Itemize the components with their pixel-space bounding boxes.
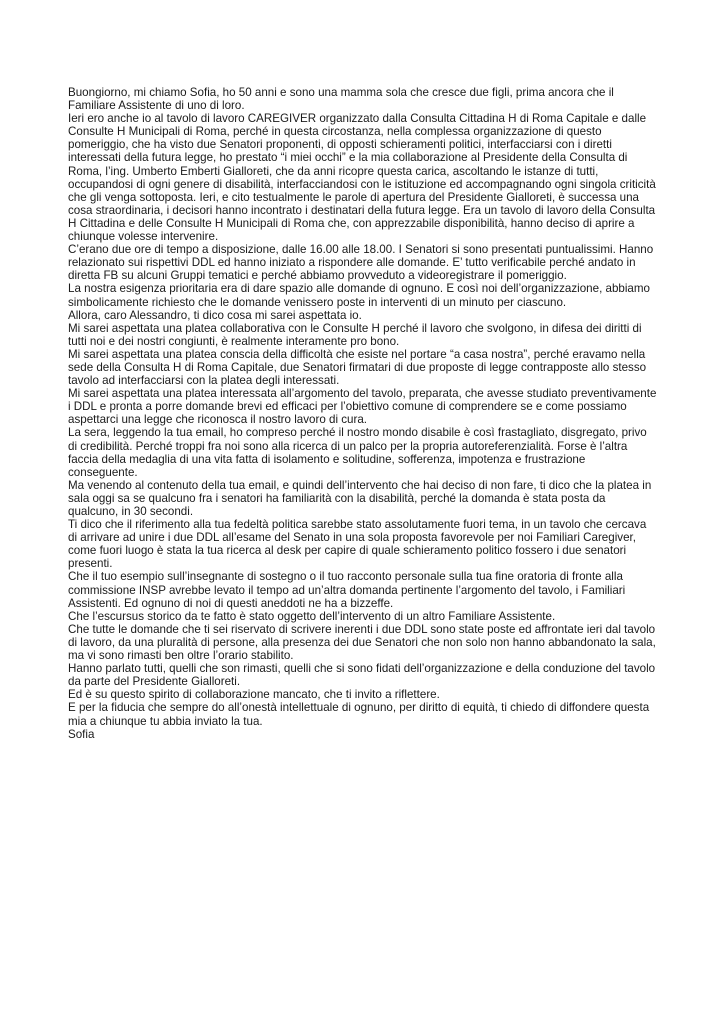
paragraph: C’erano due ore di tempo a disposizione, dalle 16.00 alle 18.00. I Senatori si sono presentati puntualissimi. Hanno relazionato sui rispettivi DDL ed hanno iniziato a rispondere alle domande. E’ tutto verificabile perché andato in diretta FB su alcuni Gruppi tematici e perché abbiamo provveduto a videoregistrare il pomeriggio. [68,243,654,283]
paragraph: La nostra esigenza prioritaria era di dare spazio alle domande di ognuno. E così noi dell’organizzazione, abbiamo simbolicamente richiesto che le domande venissero poste in interventi di un minuto per ciascuno. [68,282,650,309]
paragraph: Ieri ero anche io al tavolo di lavoro CAREGIVER organizzato dalla Consulta Cittadina H di Roma Capitale e dalle Consulte H Municipali di Roma, perché in questa circostanza, nella complessa organizzazione di questo pomeriggio, che ha visto due Senatori proponenti, di opposti schieramenti politici, interfacciarsi con i diretti interessati della futura legge, ho prestato “i miei occhi” e la mia collaborazione al Presidente della Consulta di Roma, l’ing. Umberto Emberti Gialloreti, che da anni ricopre questa carica, ascoltando le istanze di tutti, occupandosi di ogni genere di disabilità, interfacciandosi con le istituzione ed accompagnando ogni singola criticità che gli venga sottoposta. Ieri, e cito testualmente le parole di apertura del Presidente Gialloreti, è successa una cosa straordinaria, i decisori hanno incontrato i destinatari della futura legge. Era un tavolo di lavoro della Consulta H Cittadina e delle Consulte H Municipali di Roma che, con apprezzabile disponibilità, hanno deciso di aprire a chiunque volesse intervenire. [68,112,656,244]
signature: Sofia [68,727,95,741]
paragraph: Che l’escursus storico da te fatto è stato oggetto dell’intervento di un altro Familiare Assistente. [68,609,556,623]
paragraph: Ed è su questo spirito di collaborazione mancato, che ti invito a riflettere. [68,688,440,702]
letter-body [68,86,658,741]
paragraph: Mi sarei aspettata una platea conscia della difficoltà che esiste nel portare “a casa nostra”, perché eravamo nella sede della Consulta H di Roma Capitale, due Senatori firmatari di due proposte di legge contrapposte allo stesso tavolo ad interfacciarsi con la platea degli interessati. [68,347,647,388]
paragraph: E per la fiducia che sempre do all’onestà intellettuale di ognuno, per diritto di equità, ti chiedo di diffondere questa mia a chiunque tu abbia inviato la tua. [68,701,650,728]
paragraph: Allora, caro Alessandro, ti dico cosa mi sarei aspettata io. [68,308,362,322]
paragraph: Buongiorno, mi chiamo Sofia, ho 50 anni e sono una mamma sola che cresce due figli, prima ancora che il Familiare Assistente di uno di loro. [68,86,614,113]
paragraph: Che tutte le domande che ti sei riservato di scrivere inerenti i due DDL sono state poste ed affrontate ieri dal tavolo di lavoro, da una pluralità di persone, alla presenza dei due Senatori che non solo non hanno abbandonato la sala, ma vi sono rimasti ben oltre l’orario stabilito. [68,622,656,663]
paragraph: Mi sarei aspettata una platea collaborativa con le Consulte H perché il lavoro che svolgono, in difesa dei diritti di tutti noi e dei nostri congiunti, è realmente interamente pro bono. [68,321,642,348]
paragraph: Mi sarei aspettata una platea interessata all’argomento del tavolo, preparata, che avesse studiato preventivamente i DDL e pronta a porre domande brevi ed efficaci per l’obiettivo comune di comprendere se e come possiamo aspettarci una legge che riconosca il nostro lavoro di cura. [68,387,657,427]
paragraph: Hanno parlato tutti, quelli che son rimasti, quelli che si sono fidati dell’organizzazione e della conduzione del tavolo da parte del Presidente Gialloreti. [68,662,656,689]
paragraph: Ti dico che il riferimento alla tua fedeltà politica sarebbe stato assolutamente fuori tema, in un tavolo che cercava di arrivare ad unire i due DDL all’esame del Senato in una sola proposta favorevole per noi Familiari Caregiver, come fuori luogo è stata la tua ricerca al desk per capire di quale schieramento politico fossero i due senatori presenti. [68,518,647,571]
paragraph: Ma venendo al contenuto della tua email, e quindi dell’intervento che hai deciso di non fare, ti dico che la platea in sala oggi sa se qualcuno fra i senatori ha familiarità con la disabilità, perché la domanda è stata posta da qualcuno, in 30 secondi. [68,478,652,518]
paragraph: Che il tuo esempio sull’insegnante di sostegno o il tuo racconto personale sulla tua fine oratoria di fronte alla commissione INSP avrebbe levato il tempo ad un’altra domanda pertinente l’argomento del tavolo, i Familiari Assistenti. Ed ognuno di noi di questi aneddoti ne ha a bizzeffe. [68,570,626,610]
paragraph: La sera, leggendo la tua email, ho compreso perché il nostro mondo disabile è così frastagliato, disgregato, privo di credibilità. Perché troppi fra noi sono alla ricerca di un palco per la propria autoreferenzialità. Forse è l’altra faccia della medaglia di una vita fatta di isolamento e solitudine, sofferenza, impotenza e frustrazione conseguente. [68,426,647,479]
